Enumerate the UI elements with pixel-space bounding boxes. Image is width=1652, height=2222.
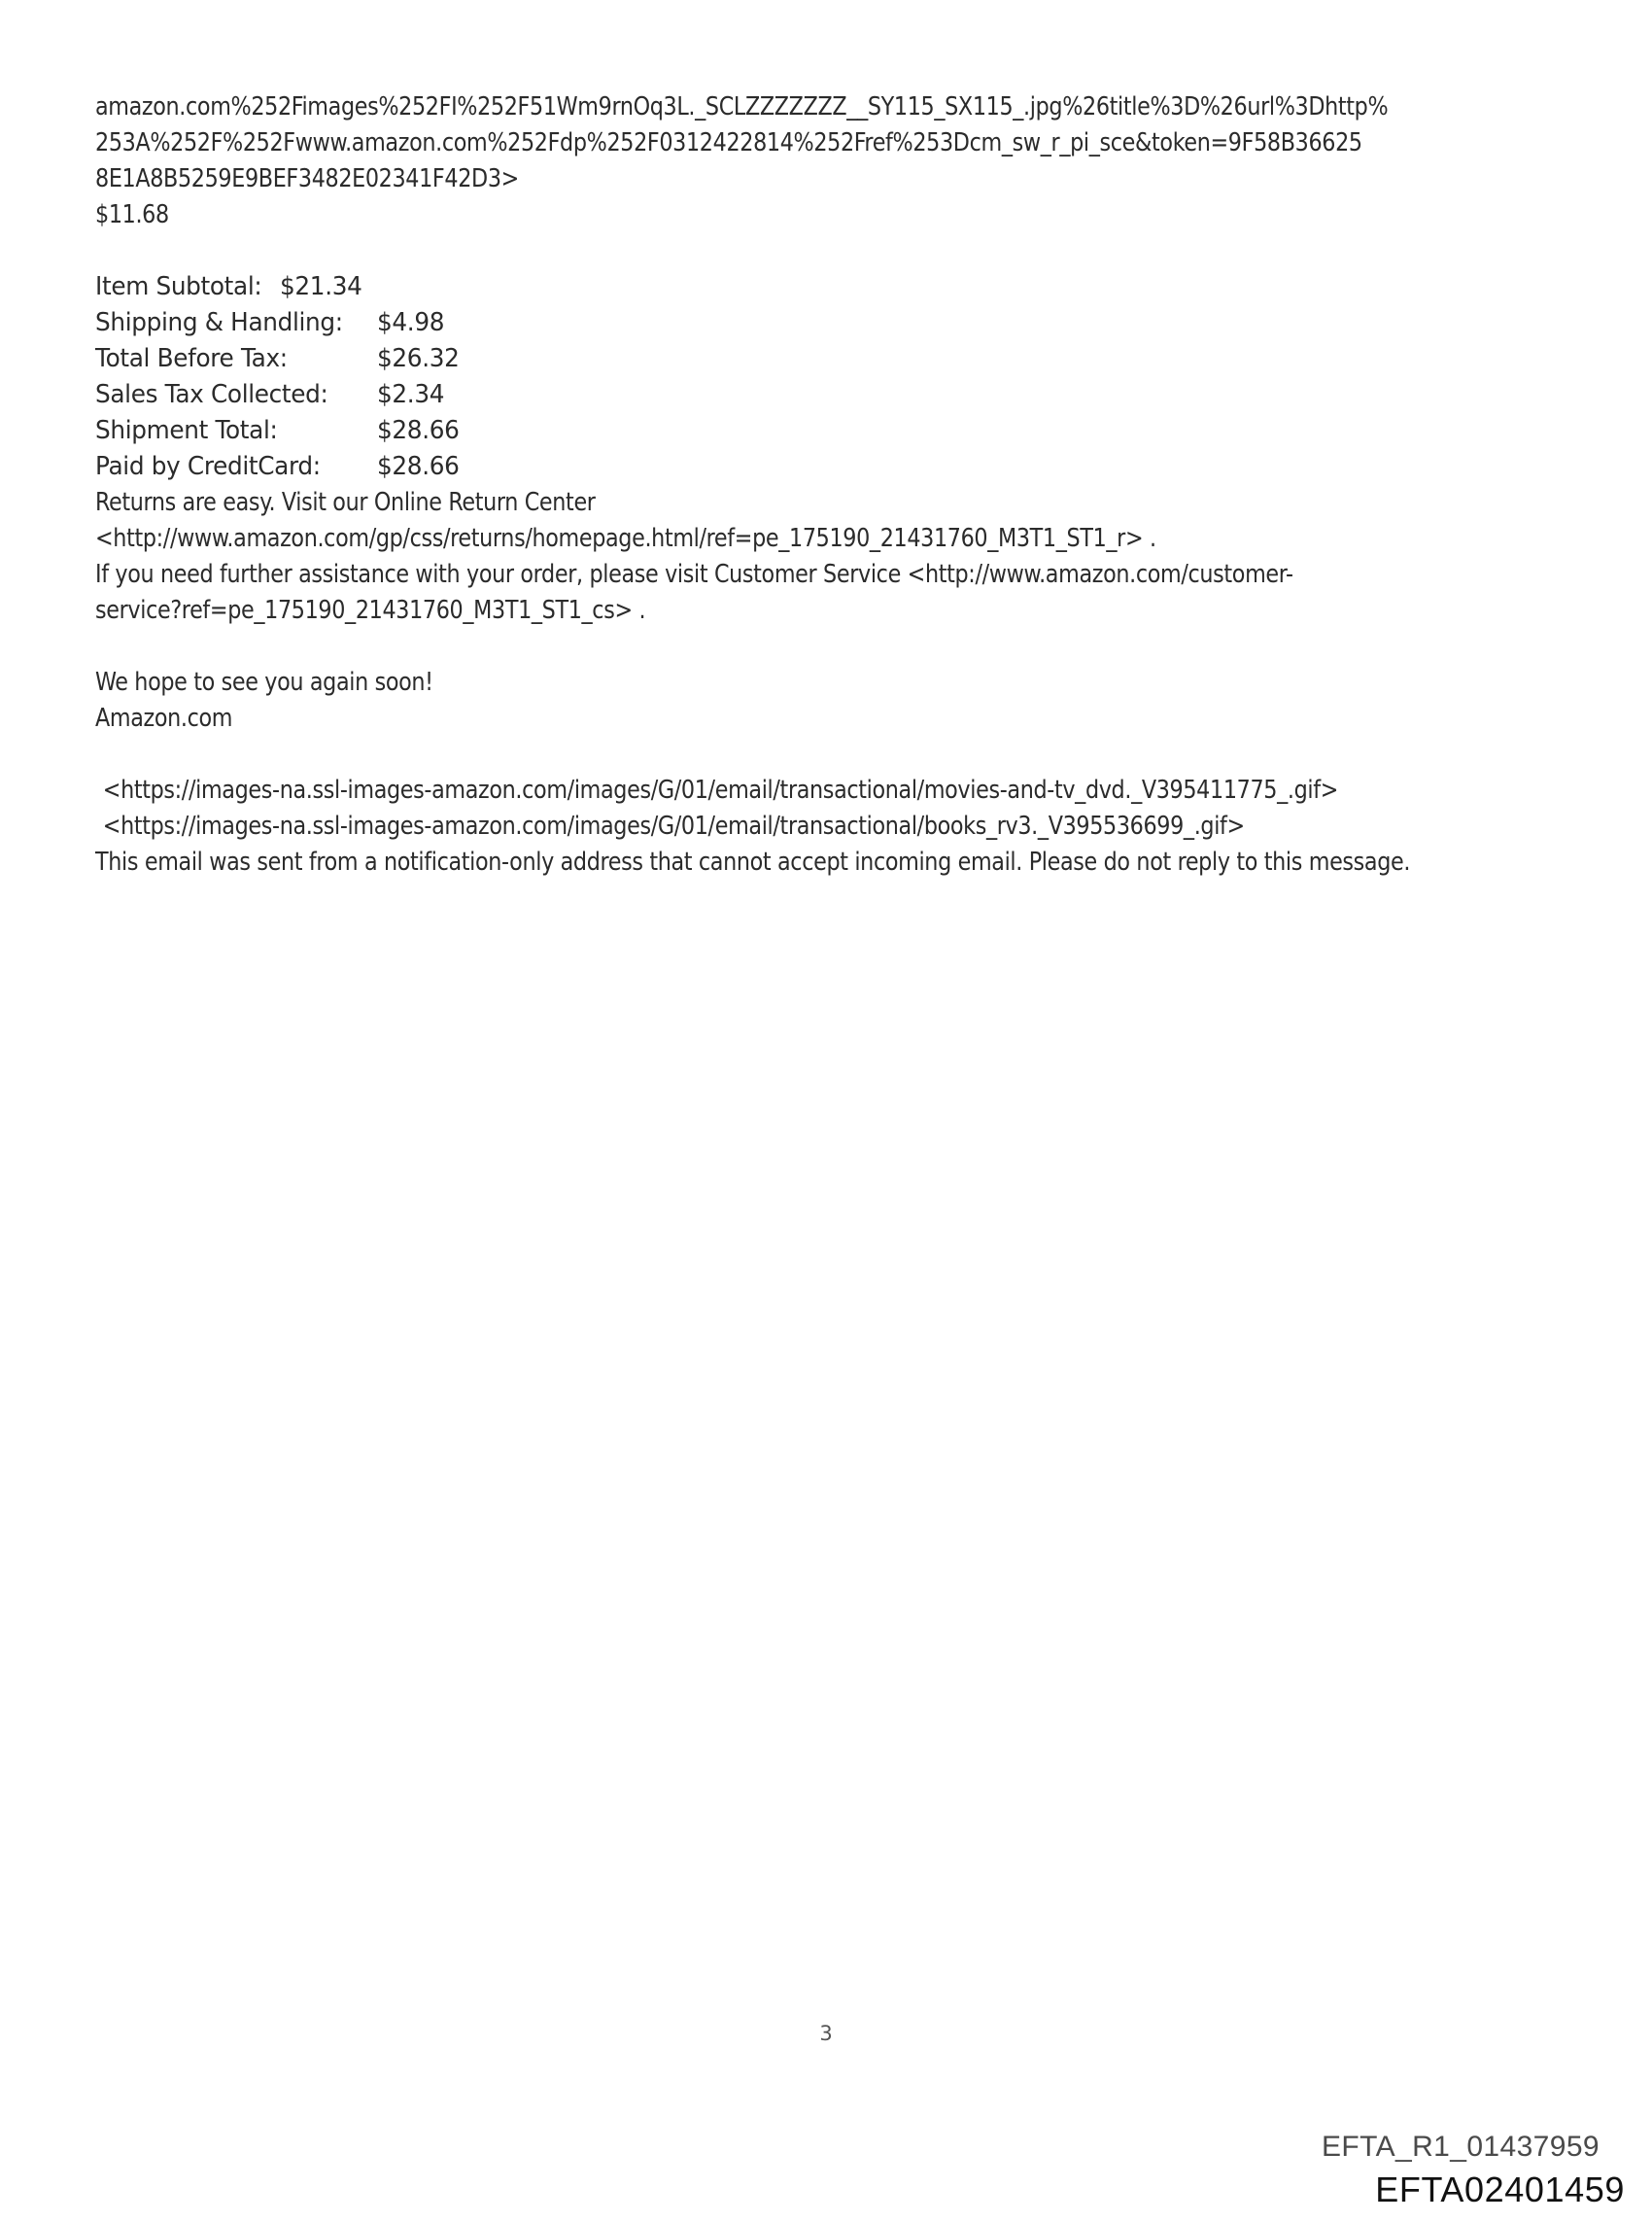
returns-line: Returns are easy. Visit our Online Return Center [95,488,596,517]
totals-label: Paid by CreditCard: [95,452,321,481]
totals-label: Shipment Total: [95,416,278,445]
totals-value: $4.98 [377,308,445,337]
bates-stamp-lower: EFTA02401459 [1375,2170,1625,2209]
page-number: 3 [819,2022,833,2045]
email-body [95,89,1563,881]
disclaimer-text: This email was sent from a notification-only address that cannot accept incoming email. Please do not reply to this message. [95,848,1411,877]
totals-row [95,413,1563,449]
totals-row [95,377,1563,413]
image-url-fragment-line-1: amazon.com%252Fimages%252FI%252F51Wm9rnOq3L._SCLZZZZZZZ__SY115_SX115_.jpg%26title%3D%26url%3Dhttp% [95,92,1389,122]
image-url-fragment-line-3: 8E1A8B5259E9BEF3482E02341F42D3> [95,164,519,193]
totals-label: Shipping & Handling: [95,308,343,337]
totals-row [95,305,1563,341]
totals-value: $2.34 [377,380,445,409]
totals-value: $26.32 [377,344,460,373]
totals-row [95,341,1563,377]
customer-service-line-1: If you need further assistance with your order, please visit Customer Service <http://www.amazon.com/customer- [95,560,1293,589]
totals-label: Item Subtotal: [95,272,262,301]
customer-service-line-2: service?ref=pe_175190_21431760_M3T1_ST1_cs> . [95,596,646,625]
totals-row [95,269,1563,305]
asset-url-1: <https://images-na.ssl-images-amazon.com/images/G/01/email/transactional/movies-and-tv_dvd._V395411775_.gif> [102,776,1339,805]
item-price: $11.68 [95,200,169,229]
spacer-before-assets [95,737,1563,773]
closing-line: We hope to see you again soon! [95,668,433,697]
order-totals [95,269,1563,485]
image-url-fragment-line-2: 253A%252F%252Fwww.amazon.com%252Fdp%252F0312422814%252Fref%253Dcm_sw_r_pi_sce&token=9F58B36625 [95,128,1362,157]
totals-value: $28.66 [377,416,460,445]
signature-line: Amazon.com [95,704,233,733]
totals-value: $28.66 [377,452,460,481]
returns-url-line: <http://www.amazon.com/gp/css/returns/homepage.html/ref=pe_175190_21431760_M3T1_ST1_r> . [95,524,1156,553]
asset-url-2: <https://images-na.ssl-images-amazon.com/images/G/01/email/transactional/books_rv3._V395536699_.gif> [102,812,1245,841]
totals-label: Sales Tax Collected: [95,380,328,409]
spacer-after-price [95,233,1563,269]
spacer-before-closing [95,629,1563,665]
bates-stamp-upper: EFTA_R1_01437959 [1321,2131,1600,2163]
totals-label: Total Before Tax: [95,344,288,373]
totals-row [95,449,1563,485]
totals-value: $21.34 [280,272,362,301]
